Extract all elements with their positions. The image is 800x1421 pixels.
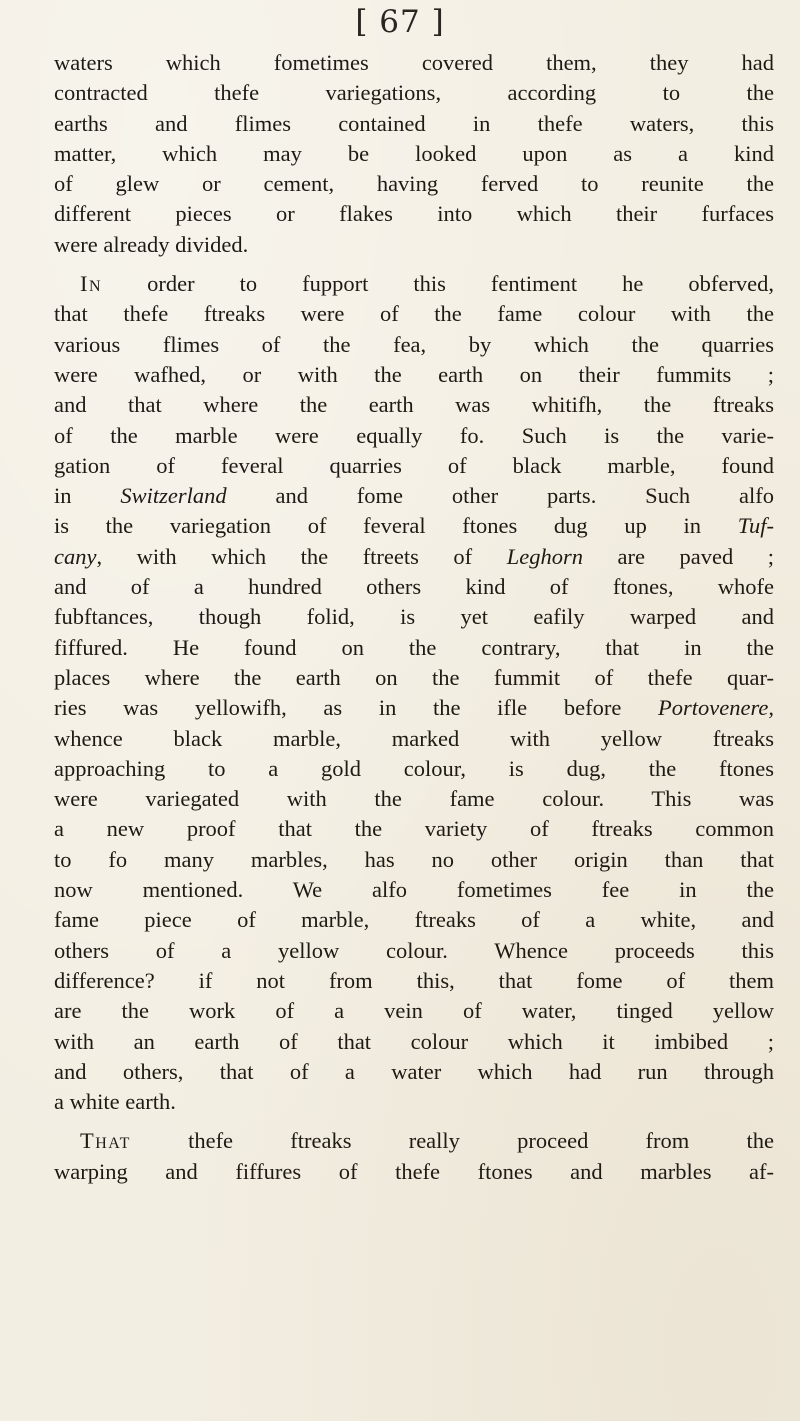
- text-line: in Switzerland and fome other parts. Such alfo: [54, 483, 774, 509]
- text-line: approaching to a gold colour, is dug, the ftones: [54, 755, 774, 781]
- text-line-rest: thefe ftreaks really proceed from the: [130, 1128, 774, 1154]
- paragraph-2: [54, 269, 774, 1117]
- text-line: gation of feveral quarries of black marble, found: [54, 452, 774, 478]
- text-line: different pieces or flakes into which their furfaces: [54, 201, 774, 227]
- text-line-rest: order to fupport this fentiment he obferved,: [102, 271, 774, 297]
- italic-term: Switzerland: [120, 483, 227, 509]
- text-line: now mentioned. We alfo fometimes fee in the: [54, 877, 774, 903]
- text-line: ries was yellowifh, as in the ifle before Portovenere,: [54, 695, 774, 721]
- text-line: difference? if not from this, that fome of them: [54, 967, 774, 993]
- text-line: and of a hundred others kind of ftones, whofe: [54, 574, 774, 600]
- text-line: were already divided.: [54, 231, 249, 257]
- text-line: is the variegation of feveral ftones dug up in Tuf-: [54, 513, 774, 539]
- text-line-first: [54, 269, 774, 299]
- page-number: [ 67 ]: [355, 4, 445, 40]
- text-line: warping and fiffures of thefe ftones and marbles af-: [54, 1158, 774, 1184]
- text-line: were wafhed, or with the earth on their fummits ;: [54, 361, 774, 387]
- text-line: waters which fometimes covered them, they had: [54, 50, 774, 75]
- text-line: earths and flimes contained in thefe waters, this: [54, 110, 774, 136]
- text-line: matter, which may be looked upon as a kind: [54, 140, 774, 166]
- text-line: others of a yellow colour. Whence proceeds this: [54, 937, 774, 963]
- text-line: of the marble were equally fo. Such is the varie-: [54, 422, 774, 448]
- paragraph-lead-word: That: [80, 1128, 131, 1154]
- italic-term: Leghorn: [506, 543, 583, 569]
- text-line: were variegated with the fame colour. This was: [54, 786, 774, 812]
- text-line: and that where the earth was whitifh, the ftreaks: [54, 392, 774, 418]
- text-line: contracted thefe variegations, according to the: [54, 80, 774, 106]
- text-line: a white earth.: [54, 1089, 176, 1115]
- text-line: whence black marble, marked with yellow ftreaks: [54, 725, 774, 751]
- text-line: are the work of a vein of water, tinged yellow: [54, 998, 774, 1024]
- text-line: fiffured. He found on the contrary, that in the: [54, 634, 774, 660]
- italic-term: cany: [54, 543, 97, 569]
- body-text: [54, 48, 774, 1187]
- italic-term: Tuf-: [737, 513, 774, 539]
- text-line: a new proof that the variety of ftreaks common: [54, 816, 774, 842]
- text-line: fubftances, though folid, is yet eafily warped and: [54, 604, 774, 630]
- text-line: cany, with which the ftreets of Leghorn are paved ;: [54, 543, 774, 569]
- italic-term: Portovenere,: [658, 695, 774, 721]
- text-line-first: [54, 1126, 774, 1156]
- text-line: fame piece of marble, ftreaks of a white, and: [54, 907, 774, 933]
- text-line: of glew or cement, having ferved to reunite the: [54, 171, 774, 197]
- text-line: that thefe ftreaks were of the fame colour with the: [54, 301, 774, 327]
- text-line: places where the earth on the fummit of thefe quar-: [54, 664, 774, 690]
- text-line: with an earth of that colour which it imbibed ;: [54, 1028, 774, 1054]
- paragraph-1: [54, 48, 774, 260]
- paragraph-3: [54, 1126, 774, 1187]
- text-line: to fo many marbles, has no other origin than that: [54, 846, 774, 872]
- text-line: and others, that of a water which had run through: [54, 1058, 774, 1084]
- text-line: various flimes of the fea, by which the quarries: [54, 331, 774, 357]
- paragraph-lead-word: In: [80, 271, 103, 297]
